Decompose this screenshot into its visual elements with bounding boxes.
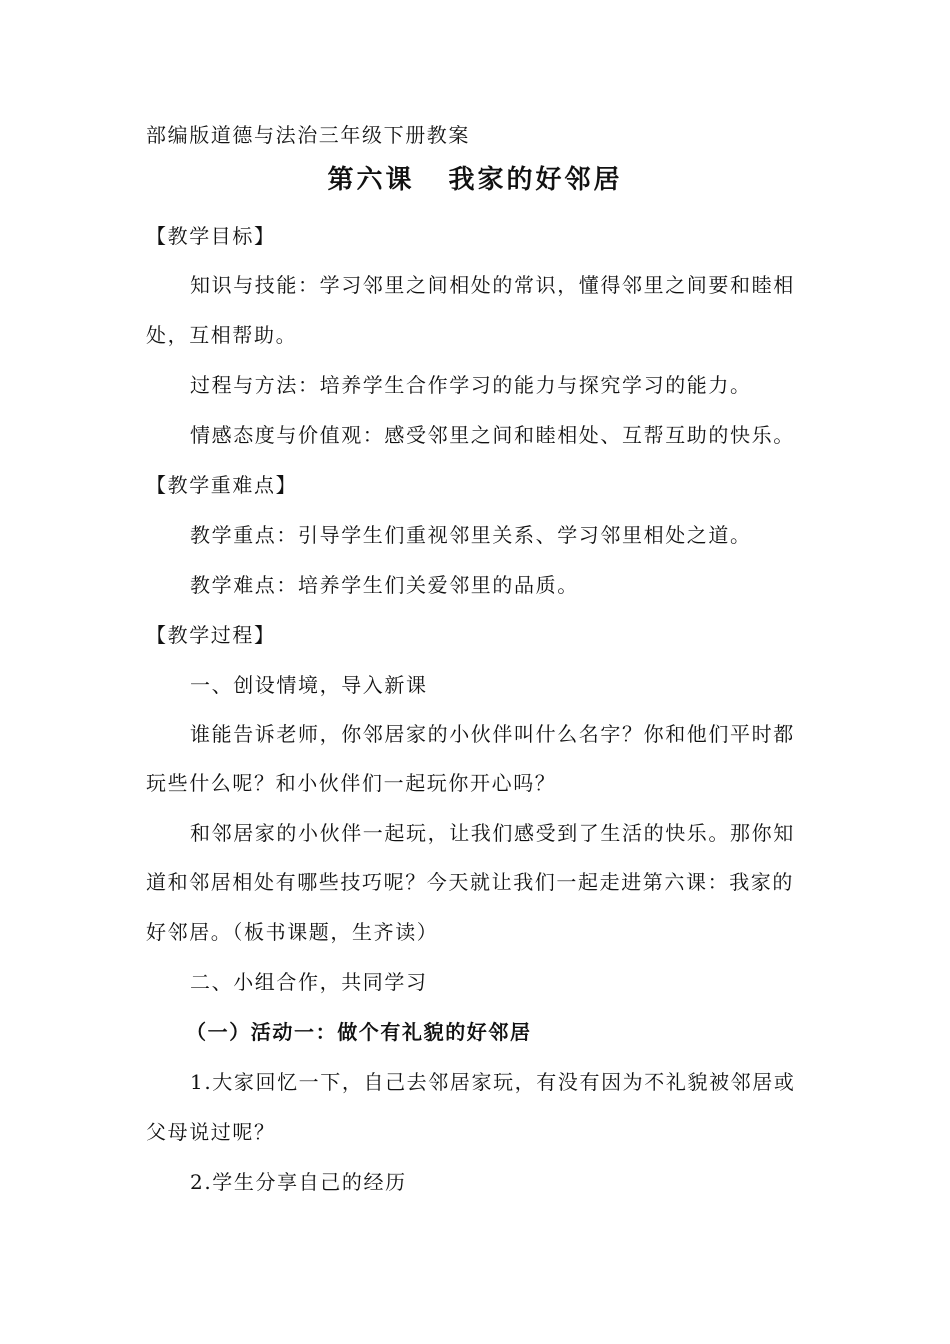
paragraph-line: 道和邻居相处有哪些技巧呢？今天就让我们一起走进第六课：我家的 xyxy=(146,870,794,894)
subheading-line: 一、创设情境，导入新课 xyxy=(190,673,428,697)
paragraph-line: 2.学生分享自己的经历 xyxy=(190,1170,407,1194)
section-heading-key-points: 【教学重难点】 xyxy=(146,473,298,497)
paragraph-line: 谁能告诉老师，你邻居家的小伙伴叫什么名字？你和他们平时都 xyxy=(190,722,795,746)
document-label: 部编版道德与法治三年级下册教案 xyxy=(146,123,470,147)
subheading-line: 二、小组合作，共同学习 xyxy=(190,970,428,994)
paragraph-line: 情感态度与价值观：感受邻里之间和睦相处、互帮互助的快乐。 xyxy=(190,423,795,447)
paragraph-line: 玩些什么呢？和小伙伴们一起玩你开心吗？ xyxy=(146,771,557,795)
activity-heading: （一）活动一：做个有礼貌的好邻居 xyxy=(186,1020,532,1044)
paragraph-line: 处，互相帮助。 xyxy=(146,323,298,347)
paragraph-line: 知识与技能：学习邻里之间相处的常识，懂得邻里之间要和睦相 xyxy=(190,273,795,297)
paragraph-line: 好邻居。（板书课题，生齐读） xyxy=(146,920,439,944)
paragraph-line: 1.大家回忆一下，自己去邻居家玩，有没有因为不礼貌被邻居或 xyxy=(190,1070,796,1094)
paragraph-line: 过程与方法：培养学生合作学习的能力与探究学习的能力。 xyxy=(190,373,752,397)
paragraph-line: 教学重点：引导学生们重视邻里关系、学习邻里相处之道。 xyxy=(190,523,752,547)
lesson-title xyxy=(0,163,950,197)
section-heading-process: 【教学过程】 xyxy=(146,623,276,647)
paragraph-line: 教学难点：培养学生们关爱邻里的品质。 xyxy=(190,573,579,597)
lesson-number: 第六课 xyxy=(327,165,415,195)
lesson-name: 我家的好邻居 xyxy=(448,165,623,195)
section-heading-objectives: 【教学目标】 xyxy=(146,224,276,248)
paragraph-line: 父母说过呢？ xyxy=(146,1120,276,1144)
paragraph-line: 和邻居家的小伙伴一起玩，让我们感受到了生活的快乐。那你知 xyxy=(190,821,795,845)
